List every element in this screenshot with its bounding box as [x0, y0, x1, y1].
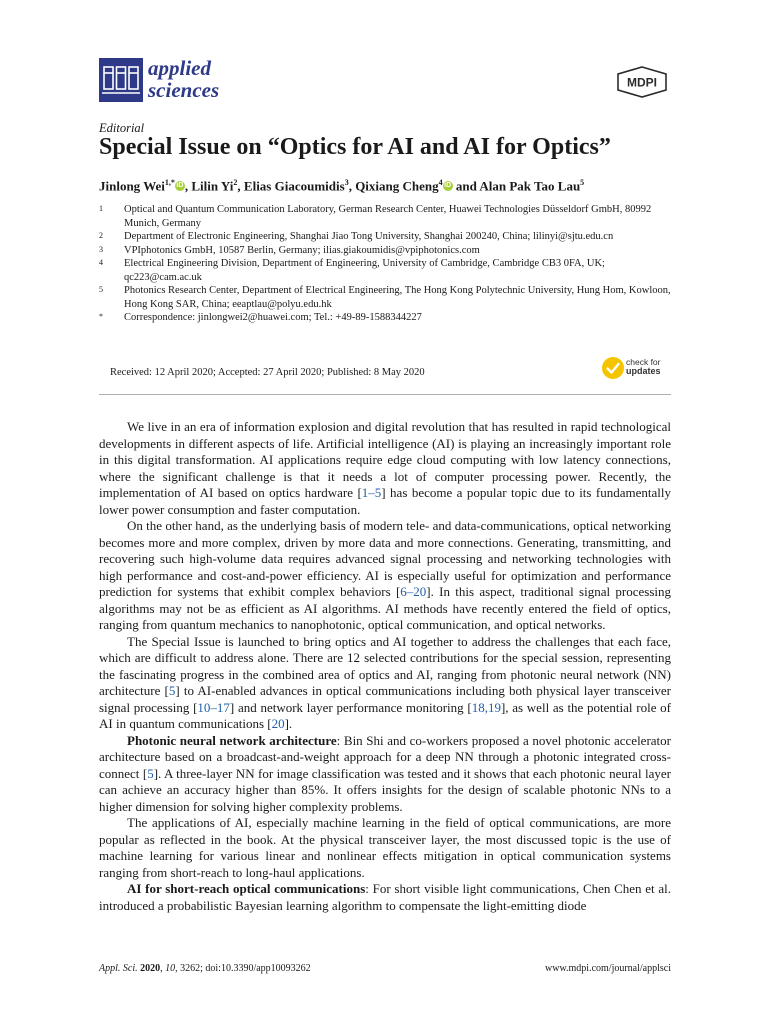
article-type: Editorial [99, 121, 145, 135]
body-paragraph: AI for short-reach optical communications: For short visible light communications, Chen Chen et al. introduced a probabilistic Bayesian learning algorithm to compensate the light-emitting diode [99, 881, 672, 913]
affiliation-text: Optical and Quantum Communication Laboratory, German Research Center, Huawei Technologies Düsseldorf GmbH, 80992 Munich, Germany [124, 204, 652, 229]
author-separator: , [237, 178, 244, 194]
citation-link[interactable]: 1–5 [361, 485, 382, 500]
author-list [99, 178, 584, 194]
header-divider [99, 394, 671, 395]
article-body [99, 419, 671, 914]
author-affiliation-marker: 5 [580, 178, 585, 187]
affiliation-number: 4 [99, 258, 103, 267]
citation-link[interactable]: 20 [271, 716, 285, 731]
affiliation-text: VPIphotonics GmbH, 10587 Berlin, Germany; ilias.giakoumidis@vpiphotonics.com [124, 244, 480, 256]
section-lead: Photonic neural network architecture [127, 732, 337, 748]
section-lead: AI for short-reach optical communications [127, 881, 366, 896]
body-paragraph: The applications of AI, especially machine learning in the field of optical communications, are more popular as reflected in the book. At the physical transceiver layer, the most discussed topic is the use of machine learning for various linear and nonlinear effects mitigation in optical communication systems ranging from short-reach to long-haul applications. [99, 815, 671, 880]
affiliation-text: Photonics Research Center, Department of Electrical Engineering, The Hong Kong Polytechnic University, Hung Hom, Kowloon, Hong Kong SAR, China; eeaptlau@polyu.edu.hk [124, 285, 671, 310]
affiliation-item [99, 257, 679, 284]
affiliation-item [99, 203, 679, 230]
author-affiliation-marker: 1,* [164, 178, 175, 187]
publication-dates: Received: 12 April 2020; Accepted: 27 April 2020; Published: 8 May 2020 [110, 367, 425, 378]
body-paragraph: We live in an era of information explosion and digital revolution that has resulted in rapid technological developments in different aspects of life. Artificial intelligence (AI) is playing an increasingly important role in this digital transformation. AI applications require edge cloud computing with low latency connections, where the significant challenge is that it needs a lot of computer processing power. Recently, the implementation of AI based on optics hardware [1–5] has become a popular topic due to its fundamentally lower power consumption and faster computation. [99, 419, 671, 517]
author-name: Jinlong Wei [99, 178, 165, 194]
body-paragraph: Photonic neural network architecture: Bin Shi and co-workers proposed a novel photonic accelerator architecture based on a broadcast-and-weight approach for a deep NN through a photonic integrated cross-connect [5]. A three-layer NN for image classification was tested and it shows that each photonic neural layer can achieve an accuracy higher than 85%. It offers insights for the design of scalable photonic NNs to a higher dimension for solving higher complexity problems. [99, 732, 671, 814]
author-affiliation-marker: 4 [438, 178, 443, 187]
affiliation-item [99, 284, 679, 311]
affiliation-item [99, 244, 679, 258]
author-name: Lilin Yi [191, 178, 234, 194]
affiliation-number: 3 [99, 244, 103, 254]
citation-link[interactable]: 10–17 [197, 699, 230, 715]
citation-link[interactable]: 5 [147, 765, 154, 781]
check-for-updates-label[interactable]: check for updates [626, 357, 661, 376]
author-separator: and [452, 178, 480, 194]
mdpi-logo-icon [616, 66, 668, 98]
affiliation-list [99, 203, 679, 325]
author-separator: , [184, 178, 192, 194]
affiliation-text: Electrical Engineering Division, Department of Engineering, University of Cambridge, Cambridge CB3 0FA, UK; qc223@cam.ac.uk [124, 258, 605, 283]
orcid-icon[interactable]: iD [176, 182, 184, 190]
citation-link[interactable]: 6–20 [400, 584, 427, 599]
affiliation-number: 2 [99, 231, 103, 240]
footer-journal-url[interactable]: www.mdpi.com/journal/applsci [545, 963, 671, 974]
affiliation-number: 1 [99, 204, 103, 213]
author-affiliation-marker: 2 [233, 178, 238, 187]
applied-sciences-logo-icon [99, 58, 143, 102]
body-paragraph: On the other hand, as the underlying basis of modern tele- and data-communications, optical networking becomes more and more complex, driven by more data and more connections. Generating, transmitting, and recovering such high-volume data requires advanced signal processing and networking technologies with high performance and cost-and-power efficiency. AI is especially useful for optimization and performance prediction for systems that exhibit complex behaviors [6–20]. In this aspect, traditional signal processing algorithms may not be as efficient as AI algorithms. AI methods have recently entered the field of optics, ranging from quantum mechanics to nanophotonic, optical communication, and optical networks. [99, 518, 671, 632]
correspondence-item [99, 311, 679, 325]
journal-name: applied sciences [148, 56, 220, 102]
citation-link[interactable]: 5 [168, 683, 176, 698]
author-name: Alan Pak Tao Lau [479, 178, 581, 194]
orcid-icon[interactable]: iD [444, 182, 452, 190]
affiliation-text: Department of Electronic Engineering, Shanghai Jiao Tong University, Shanghai 200240, China; lilinyi@sjtu.edu.cn [124, 231, 614, 242]
author-name: Elias Giacoumidis [243, 178, 345, 194]
correspondence-text: Correspondence: jinlongwei2@huawei.com; Tel.: +49-89-1588344227 [124, 312, 422, 323]
footer-citation: Appl. Sci. 2020, 10, 3262; doi:10.3390/app10093262 [99, 963, 311, 974]
body-paragraph: The Special Issue is launched to bring optics and AI together to address the challenges that each face, which are difficult to address alone. There are 12 selected contributions for the special session, representing the fascinating progress in the combined area of optics and AI, ranging from photonic neural network (NN) architecture [5] to AI-enabled advances in optical communications including both physical layer transceiver signal processing [10–17] and network layer performance monitoring [18,19], as well as the potential role of AI in quantum communications [20]. [99, 633, 672, 731]
author-affiliation-marker: 3 [344, 178, 349, 187]
author-separator: , [348, 178, 356, 194]
citation-link[interactable]: 18,19 [471, 699, 501, 715]
author-name: Qixiang Cheng [355, 178, 439, 194]
affiliation-item [99, 230, 679, 244]
affiliation-number: * [99, 312, 103, 321]
svg-text:MDPI: MDPI [627, 75, 657, 90]
affiliation-number: 5 [99, 285, 103, 294]
page-title: Special Issue on “Optics for AI and AI for Optics” [99, 134, 611, 160]
